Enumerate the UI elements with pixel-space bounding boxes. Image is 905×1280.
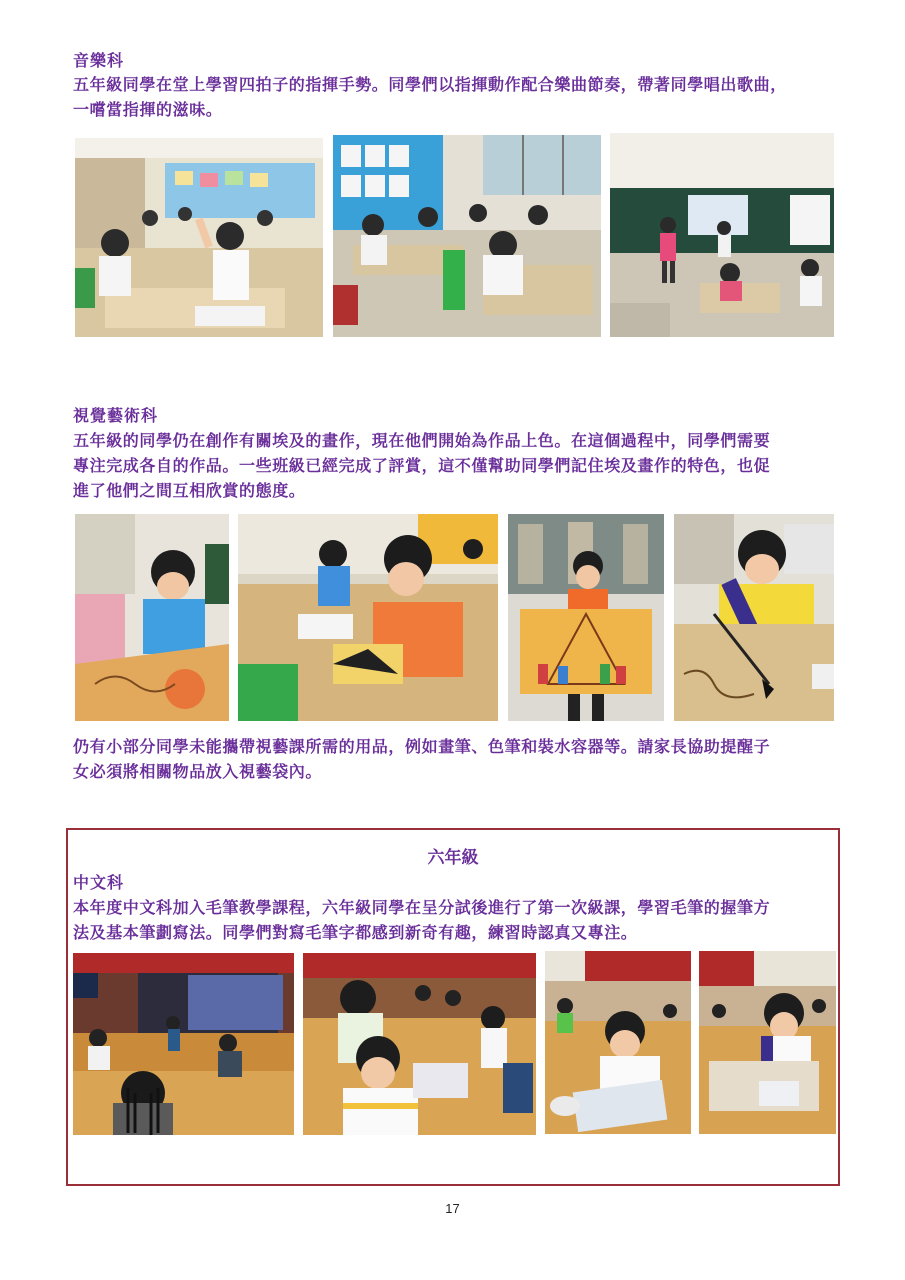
art-note <box>73 734 770 784</box>
music-heading: 音樂科 <box>73 51 125 70</box>
art-line-2: 專注完成各自的作品。一些班級已經完成了評賞，這不僅幫助同學們記住埃及畫作的特色，也促 <box>73 456 771 475</box>
photo-music-1 <box>75 138 323 337</box>
art-paragraph <box>73 428 770 503</box>
art-note-line-2: 女必須將相關物品放入視藝袋內。 <box>73 762 323 781</box>
grade6-title: 六年級 <box>427 848 479 868</box>
art-line-3: 進了他們之間互相欣賞的態度。 <box>73 481 306 500</box>
chinese-line-1: 本年度中文科加入毛筆教學課程，六年級同學在呈分試後進行了第一次級課，學習毛筆的握筆方 <box>73 898 771 917</box>
chinese-heading: 中文科 <box>73 873 125 892</box>
art-line-1: 五年級的同學仍在創作有關埃及的畫作，現在他們開始為作品上色。在這個過程中，同學們需要 <box>73 431 771 450</box>
chinese-line-2: 法及基本筆劃寫法。同學們對寫毛筆字都感到新奇有趣，練習時認真又專注。 <box>73 923 638 942</box>
photo-chinese-1 <box>73 953 294 1135</box>
photo-music-3 <box>610 133 834 337</box>
photo-art-3 <box>508 514 664 721</box>
photo-music-2 <box>333 135 601 337</box>
chinese-paragraph <box>73 895 770 945</box>
music-line-2: 一嚐當指揮的滋味。 <box>73 100 223 119</box>
art-heading: 視覺藝術科 <box>73 406 159 425</box>
page-number: 17 <box>445 1201 460 1216</box>
photo-art-4 <box>674 514 834 721</box>
photo-art-2 <box>238 514 498 721</box>
music-paragraph <box>73 72 787 122</box>
photo-art-1 <box>75 514 229 721</box>
photo-chinese-3 <box>545 951 691 1134</box>
music-line-1: 五年級同學在堂上學習四拍子的指揮手勢。同學們以指揮動作配合樂曲節奏，帶著同學唱出歌曲， <box>73 75 787 94</box>
photo-chinese-4 <box>699 951 836 1134</box>
photo-chinese-2 <box>303 953 536 1135</box>
art-note-line-1: 仍有小部分同學未能攜帶視藝課所需的用品，例如畫筆、色筆和裝水容器等。請家長協助提醒子 <box>73 737 771 756</box>
